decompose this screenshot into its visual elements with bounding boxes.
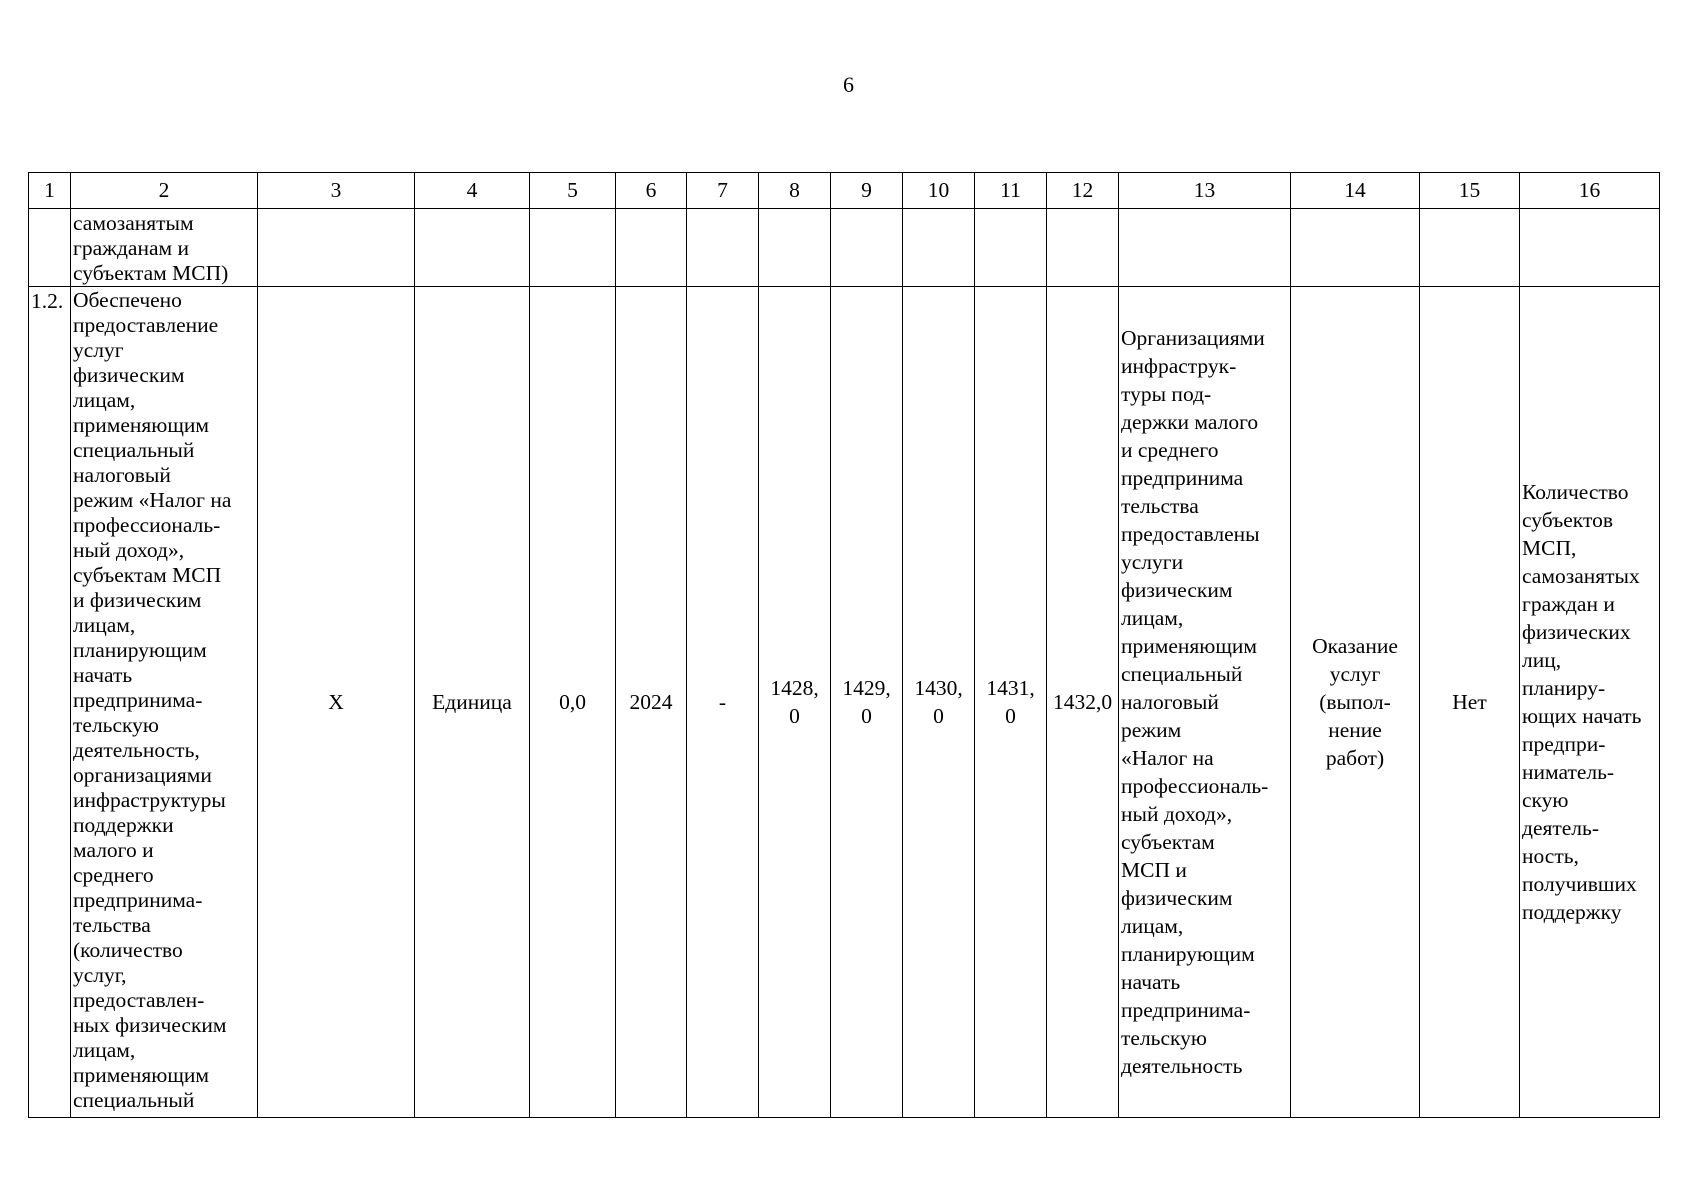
row-value-10-text: 1430, 0 bbox=[914, 676, 963, 728]
row-base-value: 0,0 bbox=[530, 287, 616, 1118]
header-cell-7: 7 bbox=[687, 173, 759, 209]
header-cell-14: 14 bbox=[1291, 173, 1420, 209]
header-cell-2: 2 bbox=[71, 173, 258, 209]
row-base-year: 2024 bbox=[616, 287, 687, 1118]
row-characteristic bbox=[1119, 287, 1291, 1118]
row-number: 1.2. bbox=[29, 287, 71, 1118]
row-value-8-text: 1428, 0 bbox=[770, 676, 819, 728]
continuation-row bbox=[29, 209, 1660, 287]
header-cell-6: 6 bbox=[616, 173, 687, 209]
header-cell-9: 9 bbox=[831, 173, 903, 209]
table-row bbox=[29, 287, 1660, 1118]
cont-cell-10 bbox=[903, 209, 975, 287]
row-value-9-text: 1429, 0 bbox=[842, 676, 891, 728]
header-cell-12: 12 bbox=[1047, 173, 1119, 209]
cont-cell-2 bbox=[71, 209, 258, 287]
header-cell-16: 16 bbox=[1520, 173, 1660, 209]
cont-cell-13 bbox=[1119, 209, 1291, 287]
cont-cell-8 bbox=[759, 209, 831, 287]
row-result-type bbox=[1291, 287, 1420, 1118]
cont-cell-5 bbox=[530, 209, 616, 287]
header-cell-8: 8 bbox=[759, 173, 831, 209]
page-number: 6 bbox=[843, 72, 854, 97]
header-cell-3: 3 bbox=[258, 173, 415, 209]
cont-cell-3 bbox=[258, 209, 415, 287]
cont-cell-11 bbox=[975, 209, 1047, 287]
indicator-table bbox=[28, 172, 1660, 1118]
row-unit: Единица bbox=[415, 287, 530, 1118]
row-value-11-text: 1431, 0 bbox=[986, 676, 1035, 728]
header-row bbox=[29, 173, 1660, 209]
row-characteristic-text: Организациями инфраструк- туры под- держки малого и среднего предпринима тельства предоставлены услуги физическим лицам, применяющим специальный налоговый режим «Налог на профессиональ- ный доход», субъектам МСП и физическим лицам, планирующим начать предпринима- тельскую деятельность bbox=[1121, 326, 1269, 1078]
cont-cell-6 bbox=[616, 209, 687, 287]
header-cell-10: 10 bbox=[903, 173, 975, 209]
header-cell-13: 13 bbox=[1119, 173, 1291, 209]
cont-cell-14 bbox=[1291, 209, 1420, 287]
row-result-description-text: Обеспечено предоставление услуг физическим лицам, применяющим специальный налоговый режим «Налог на профессиональ- ный доход», субъектам МСП и физическим лицам, планирующим начать предпринима- тельскую деятельность, организациями инфраструктуры поддержки малого и среднего предпринима- тельства (количество услуг, предоставлен- ных физическим лицам, применяющим специальный bbox=[73, 288, 232, 1112]
cont-cell-2-text: самозанятым гражданам и субъектам МСП) bbox=[73, 211, 229, 285]
row-value-12: 1432,0 bbox=[1047, 287, 1119, 1118]
header-cell-11: 11 bbox=[975, 173, 1047, 209]
cont-cell-9 bbox=[831, 209, 903, 287]
cont-cell-4 bbox=[415, 209, 530, 287]
row-col-15: Нет bbox=[1420, 287, 1520, 1118]
cont-cell-1 bbox=[29, 209, 71, 287]
cont-cell-12 bbox=[1047, 209, 1119, 287]
header-cell-15: 15 bbox=[1420, 173, 1520, 209]
row-value-10 bbox=[903, 287, 975, 1118]
cont-cell-15 bbox=[1420, 209, 1520, 287]
header-cell-4: 4 bbox=[415, 173, 530, 209]
row-value-9 bbox=[831, 287, 903, 1118]
row-indicator-text: Количество субъектов МСП, самозанятых граждан и физических лиц, планиру- ющих начать предпри- ниматель- скую деятель- ность, получивших поддержку bbox=[1522, 480, 1642, 924]
header-cell-5: 5 bbox=[530, 173, 616, 209]
row-indicator bbox=[1520, 287, 1660, 1118]
row-col-3: X bbox=[258, 287, 415, 1118]
cont-cell-7 bbox=[687, 209, 759, 287]
row-value-8 bbox=[759, 287, 831, 1118]
row-result-description bbox=[71, 287, 258, 1118]
row-result-type-text: Оказание услуг (выпол- нение работ) bbox=[1312, 634, 1398, 770]
row-value-11 bbox=[975, 287, 1047, 1118]
cont-cell-16 bbox=[1520, 209, 1660, 287]
header-cell-1: 1 bbox=[29, 173, 71, 209]
row-col-7: - bbox=[687, 287, 759, 1118]
